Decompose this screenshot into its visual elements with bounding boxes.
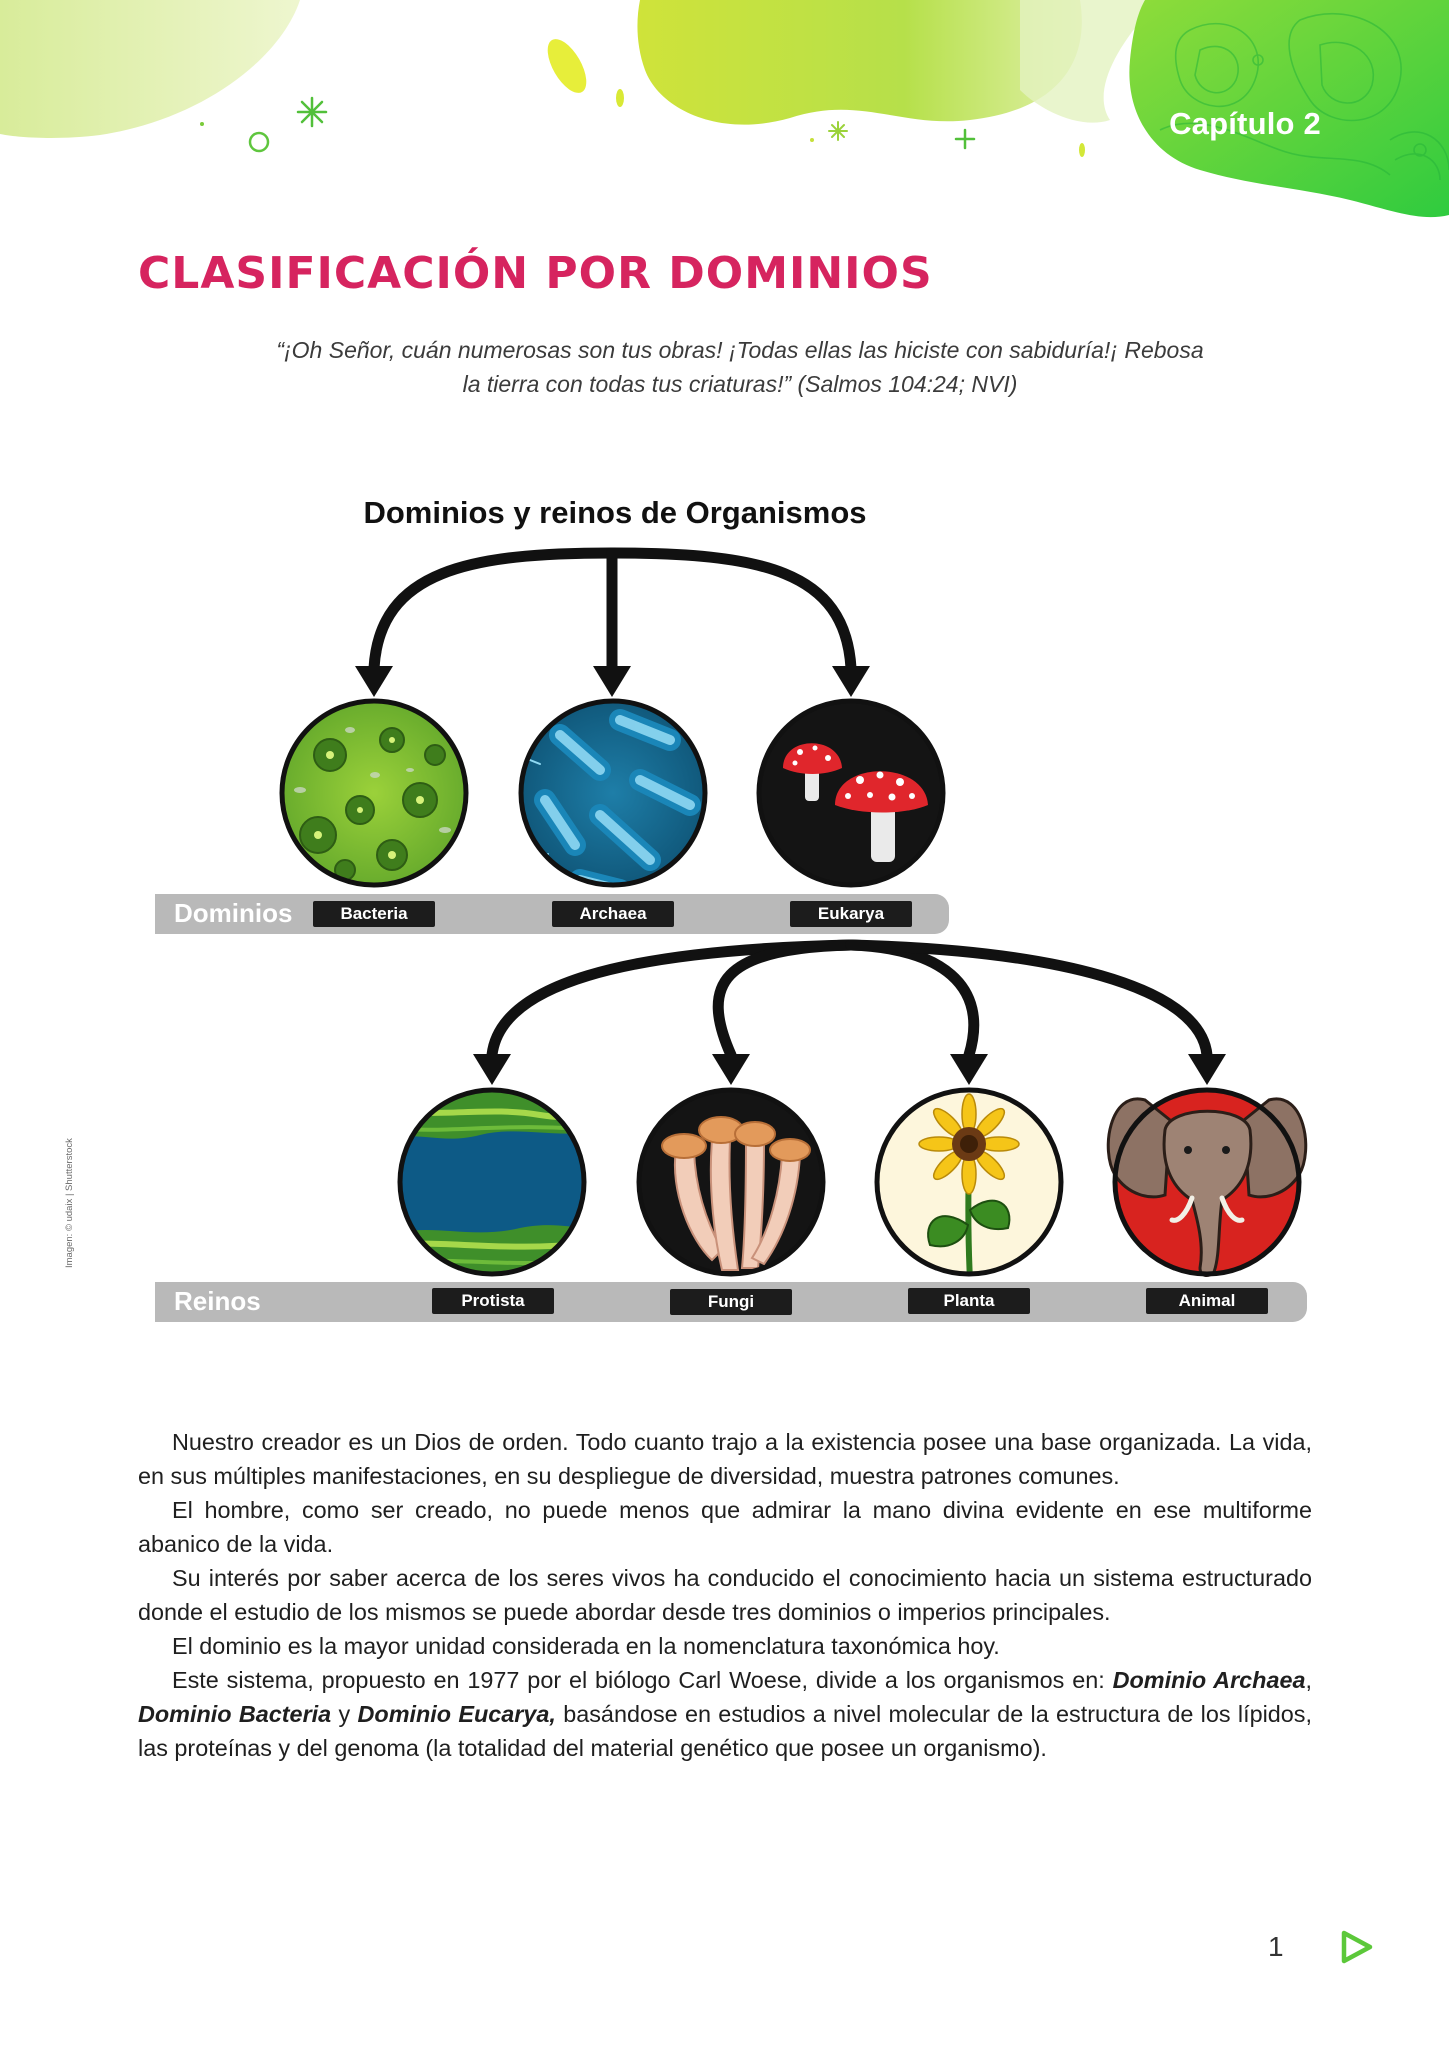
kingdom-tag-protista: Protista: [432, 1288, 554, 1314]
paragraph-2: El hombre, como ser creado, no puede menos que admirar la mano divina evidente en ese multiforme abanico de la vida.: [138, 1497, 1312, 1557]
play-arrow-icon[interactable]: [1338, 1929, 1374, 1965]
quote-line-1: “¡Oh Señor, cuán numerosas son tus obras! ¡Todas ellas las hiciste con sabiduría!¡ Rebosa: [276, 337, 1204, 363]
paragraph-4: El dominio es la mayor unidad considerada en la nomenclatura taxonómica hoy.: [172, 1633, 1000, 1659]
paragraph-5-sep-2: y: [331, 1701, 358, 1727]
term-archaea: Dominio Archaea: [1112, 1667, 1306, 1693]
image-credit: Imagen: © udaix | Shutterstock: [64, 1138, 75, 1268]
paragraph-5-intro: Este sistema, propuesto en 1977 por el biólogo Carl Woese, divide a los organismos en:: [172, 1667, 1113, 1693]
paragraph-5-rest: basándose en estudios a nivel molecular de la estructura de los lípidos, las proteínas y del genoma (la totalidad del material genético que posee un organismo).: [138, 1701, 1312, 1761]
term-eucarya: Dominio Eucarya,: [357, 1701, 556, 1727]
kingdom-tag-animal: Animal: [1146, 1288, 1268, 1314]
chapter-label: Capítulo 2: [1169, 106, 1321, 141]
bacteria-icon: [282, 701, 466, 885]
algae-icon: [390, 1090, 600, 1280]
domain-tag-bacteria: Bacteria: [313, 901, 435, 927]
page-number: 1: [1268, 1931, 1284, 1962]
diagram-title: Dominios y reinos de Organismos: [363, 495, 867, 530]
kingdoms-label: Reinos: [174, 1286, 261, 1316]
quote-line-2: la tierra con todas tus criaturas!” (Salmos 104:24; NVI): [462, 371, 1018, 397]
paragraph-3: Su interés por saber acerca de los seres vivos ha conducido el conocimiento hacia un sistema estructurado donde el estudio de los mismos se puede abordar desde tres dominios o imperios principales.: [138, 1565, 1312, 1625]
mushroom-icon: [759, 701, 943, 885]
domain-tag-archaea: Archaea: [552, 901, 674, 927]
term-bacteria: Dominio Bacteria: [138, 1701, 332, 1727]
domains-label: Dominios: [174, 898, 293, 928]
body-text: [138, 1425, 1312, 1765]
domain-arrows: [374, 553, 851, 668]
kingdom-arrows: [492, 945, 1207, 1055]
sunflower-icon: [877, 1090, 1061, 1280]
elephant-icon: [1108, 1090, 1306, 1275]
archaea-icon: [521, 700, 708, 890]
paragraph-5-sep-1: ,: [1305, 1667, 1312, 1693]
paragraph-1: Nuestro creador es un Dios de orden. Todo cuanto trajo a la existencia posee una base organizada. La vida, en sus múltiples manifestaciones, en su despliegue de diversidad, muestra patrones comunes.: [138, 1429, 1312, 1489]
page-title: CLASIFICACIÓN POR DOMINIOS: [138, 248, 933, 299]
kingdom-tag-planta: Planta: [908, 1288, 1030, 1314]
paragraph-5: [138, 1663, 1312, 1765]
fungi-icon: [639, 1090, 823, 1274]
kingdom-tag-fungi: Fungi: [670, 1289, 792, 1315]
domain-tag-eukarya: Eukarya: [790, 901, 912, 927]
